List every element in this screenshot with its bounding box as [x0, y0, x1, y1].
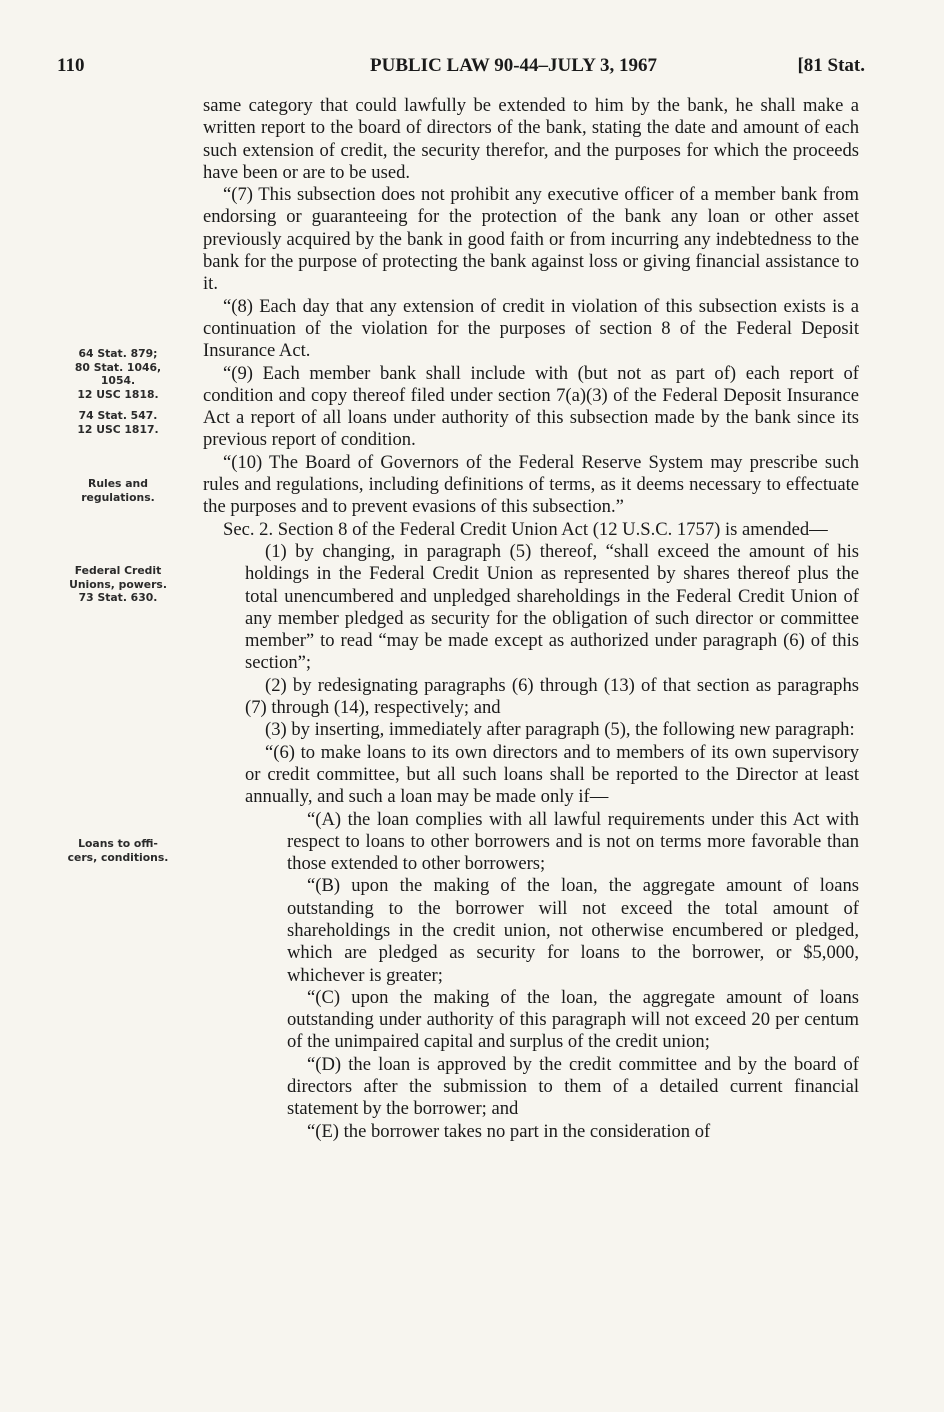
- amendment-item-3: (3) by inserting, immediately after paragraph (5), the following new paragraph:: [265, 719, 855, 741]
- page-number: 110: [57, 55, 85, 76]
- statute-body: [203, 95, 859, 1143]
- condition-c: “(C) upon the making of the loan, the aggregate amount of loans outstanding under authority of this paragraph will not exceed 20 per centum of the unimpaired capital and surplus of the credit union;: [287, 986, 859, 1053]
- margin-line: 74 Stat. 547.: [78, 409, 158, 422]
- condition-b: “(B) upon the making of the loan, the aggregate amount of loans outstanding to the borrower will not exceed the total amount of shareholdings in the credit union, not otherwise encumbered or pledged, which are pledged as security for loans to the borrower, or $5,000, whichever is greater;: [287, 875, 859, 986]
- condition-e: “(E) the borrower takes no part in the consideration of: [307, 1120, 711, 1142]
- amendment-item-2: (2) by redesignating paragraphs (6) through (13) of that section as paragraphs (7) through (14), respectively; and: [245, 674, 859, 719]
- paragraph-9: “(9) Each member bank shall include with (but not as part of) each report of condition and copy thereof filed under section 7(a)(3) of the Federal Deposit Insurance Act a report of all loans under authority of this subsection made by the bank since its previous report of condition.: [203, 362, 859, 451]
- margin-line: 12 USC 1818.: [77, 387, 159, 401]
- paragraph-continuation: same category that could lawfully be extended to him by the bank, he shall make a written report to the board of directors of the bank, stating the date and amount of each such extension of credit, the security therefor, and the purposes for which the proceeds have been or are to be used.: [203, 95, 859, 183]
- paragraph-10: “(10) The Board of Governors of the Federal Reserve System may prescribe such rules and regulations, including definitions of terms, as it deems necessary to effectuate the purposes and to prevent evasions of this subsection.”: [203, 451, 859, 518]
- margin-note-loans: [52, 837, 184, 864]
- margin-line: Federal Credit: [74, 564, 162, 577]
- margin-note-citations: [52, 347, 184, 436]
- condition-a: “(A) the loan complies with all lawful requirements under this Act with respect to loans to other borrowers and is not on terms more favorable than those extended to other borrowers;: [287, 808, 859, 875]
- margin-line: 80 Stat. 1046,: [74, 360, 162, 374]
- margin-note-rules: [52, 477, 184, 504]
- section-2: Sec. 2. Section 8 of the Federal Credit Union Act (12 U.S.C. 1757) is amended—: [223, 518, 828, 540]
- statute-reference: [81 Stat.: [797, 55, 865, 76]
- margin-line: 1054.: [100, 374, 136, 387]
- margin-line: Unions, powers.: [69, 577, 167, 591]
- margin-line: cers, conditions.: [67, 850, 169, 864]
- condition-d: “(D) the loan is approved by the credit committee and by the board of directors after the submission to them of a detailed current financial statement by the borrower; and: [287, 1053, 859, 1120]
- margin-line: 12 USC 1817.: [77, 422, 159, 436]
- new-paragraph-6: “(6) to make loans to its own directors and to members of its own supervisory or credit committee, but all such loans shall be reported to the Director at least annually, and such a loan may be made only if—: [245, 741, 859, 808]
- margin-line: Loans to offi-: [78, 837, 158, 850]
- paragraph-7: “(7) This subsection does not prohibit any executive officer of a member bank from endorsing or guaranteeing for the protection of the bank any loan or other asset previously acquired by the bank in good faith or from incurring any indebtedness to the bank for the purpose of protecting the bank against loss or giving financial assistance to it.: [203, 184, 859, 295]
- margin-note-fcu: [52, 564, 184, 605]
- margin-line: 73 Stat. 630.: [78, 591, 158, 604]
- page-title: PUBLIC LAW 90-44–JULY 3, 1967: [370, 55, 657, 76]
- margin-line: Rules and: [88, 477, 148, 490]
- margin-line: regulations.: [81, 490, 155, 504]
- margin-line: 64 Stat. 879;: [78, 347, 158, 360]
- amendment-item-1: (1) by changing, in paragraph (5) thereof, “shall exceed the amount of his holdings in the Federal Credit Union as represented by shares thereof plus the total unencumbered and unpledged shareholdings in the Federal Credit Union of any member pledged as security for the obligation of such director or committee member” to read “may be made except as authorized under paragraph (6) of this section”;: [245, 540, 859, 674]
- paragraph-8: “(8) Each day that any extension of credit in violation of this subsection exists is a continuation of the violation for the purposes of section 8 of the Federal Deposit Insurance Act.: [203, 295, 859, 362]
- page-header: [57, 55, 865, 83]
